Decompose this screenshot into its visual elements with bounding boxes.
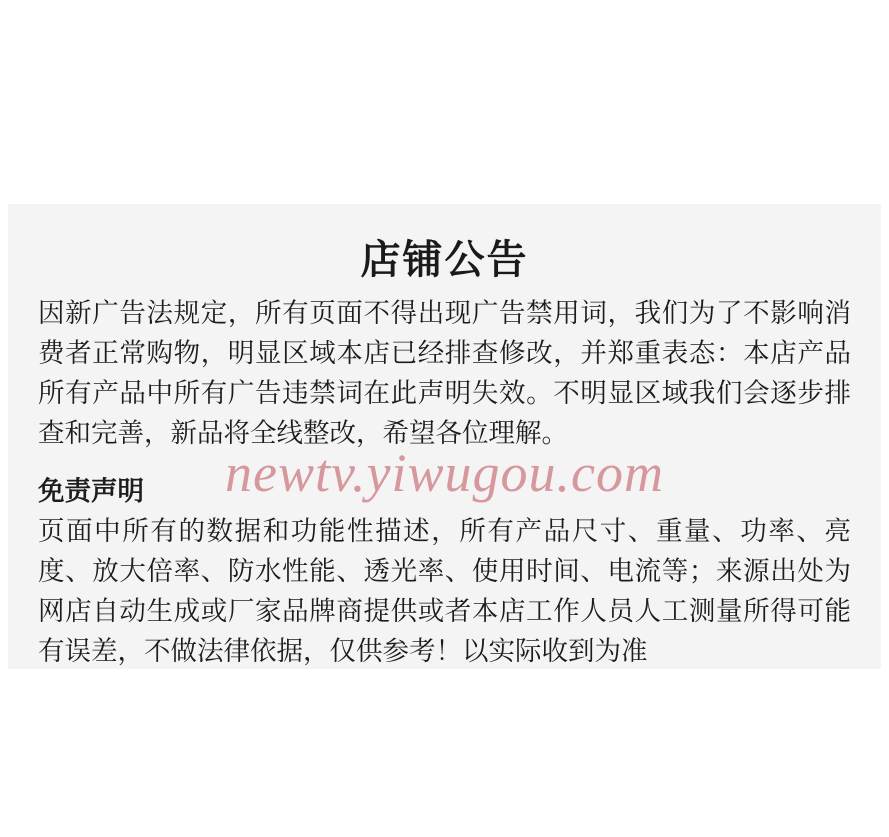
notice-paragraph-disclaimer: 页面中所有的数据和功能性描述，所有产品尺寸、重量、功率、亮度、放大倍率、防水性能、透光率、使用时间、电流等；来源出处为网店自动生成或厂家品牌商提供或者本店工作人员人工测量所得可能有误差，不做法律依据，仅供参考！以实际收到为准	[38, 516, 851, 667]
watermark-text: newtv.yiwugou.com	[225, 443, 664, 503]
notice-body	[8, 294, 881, 669]
store-notice-panel	[8, 204, 881, 669]
disclaimer-heading: 免责声明	[38, 476, 144, 507]
page-title: 店铺公告	[360, 237, 529, 283]
notice-paragraph-advertising-law: 因新广告法规定，所有页面不得出现广告禁用词，我们为了不影响消费者正常购物，明显区域本店已经排查修改，并郑重表态：本店产品所有产品中所有广告违禁词在此声明失效。不明显区域我们会逐步排查和完善，新品将全线整改，希望各位理解。	[38, 298, 851, 449]
paragraph-spacer	[38, 454, 851, 472]
